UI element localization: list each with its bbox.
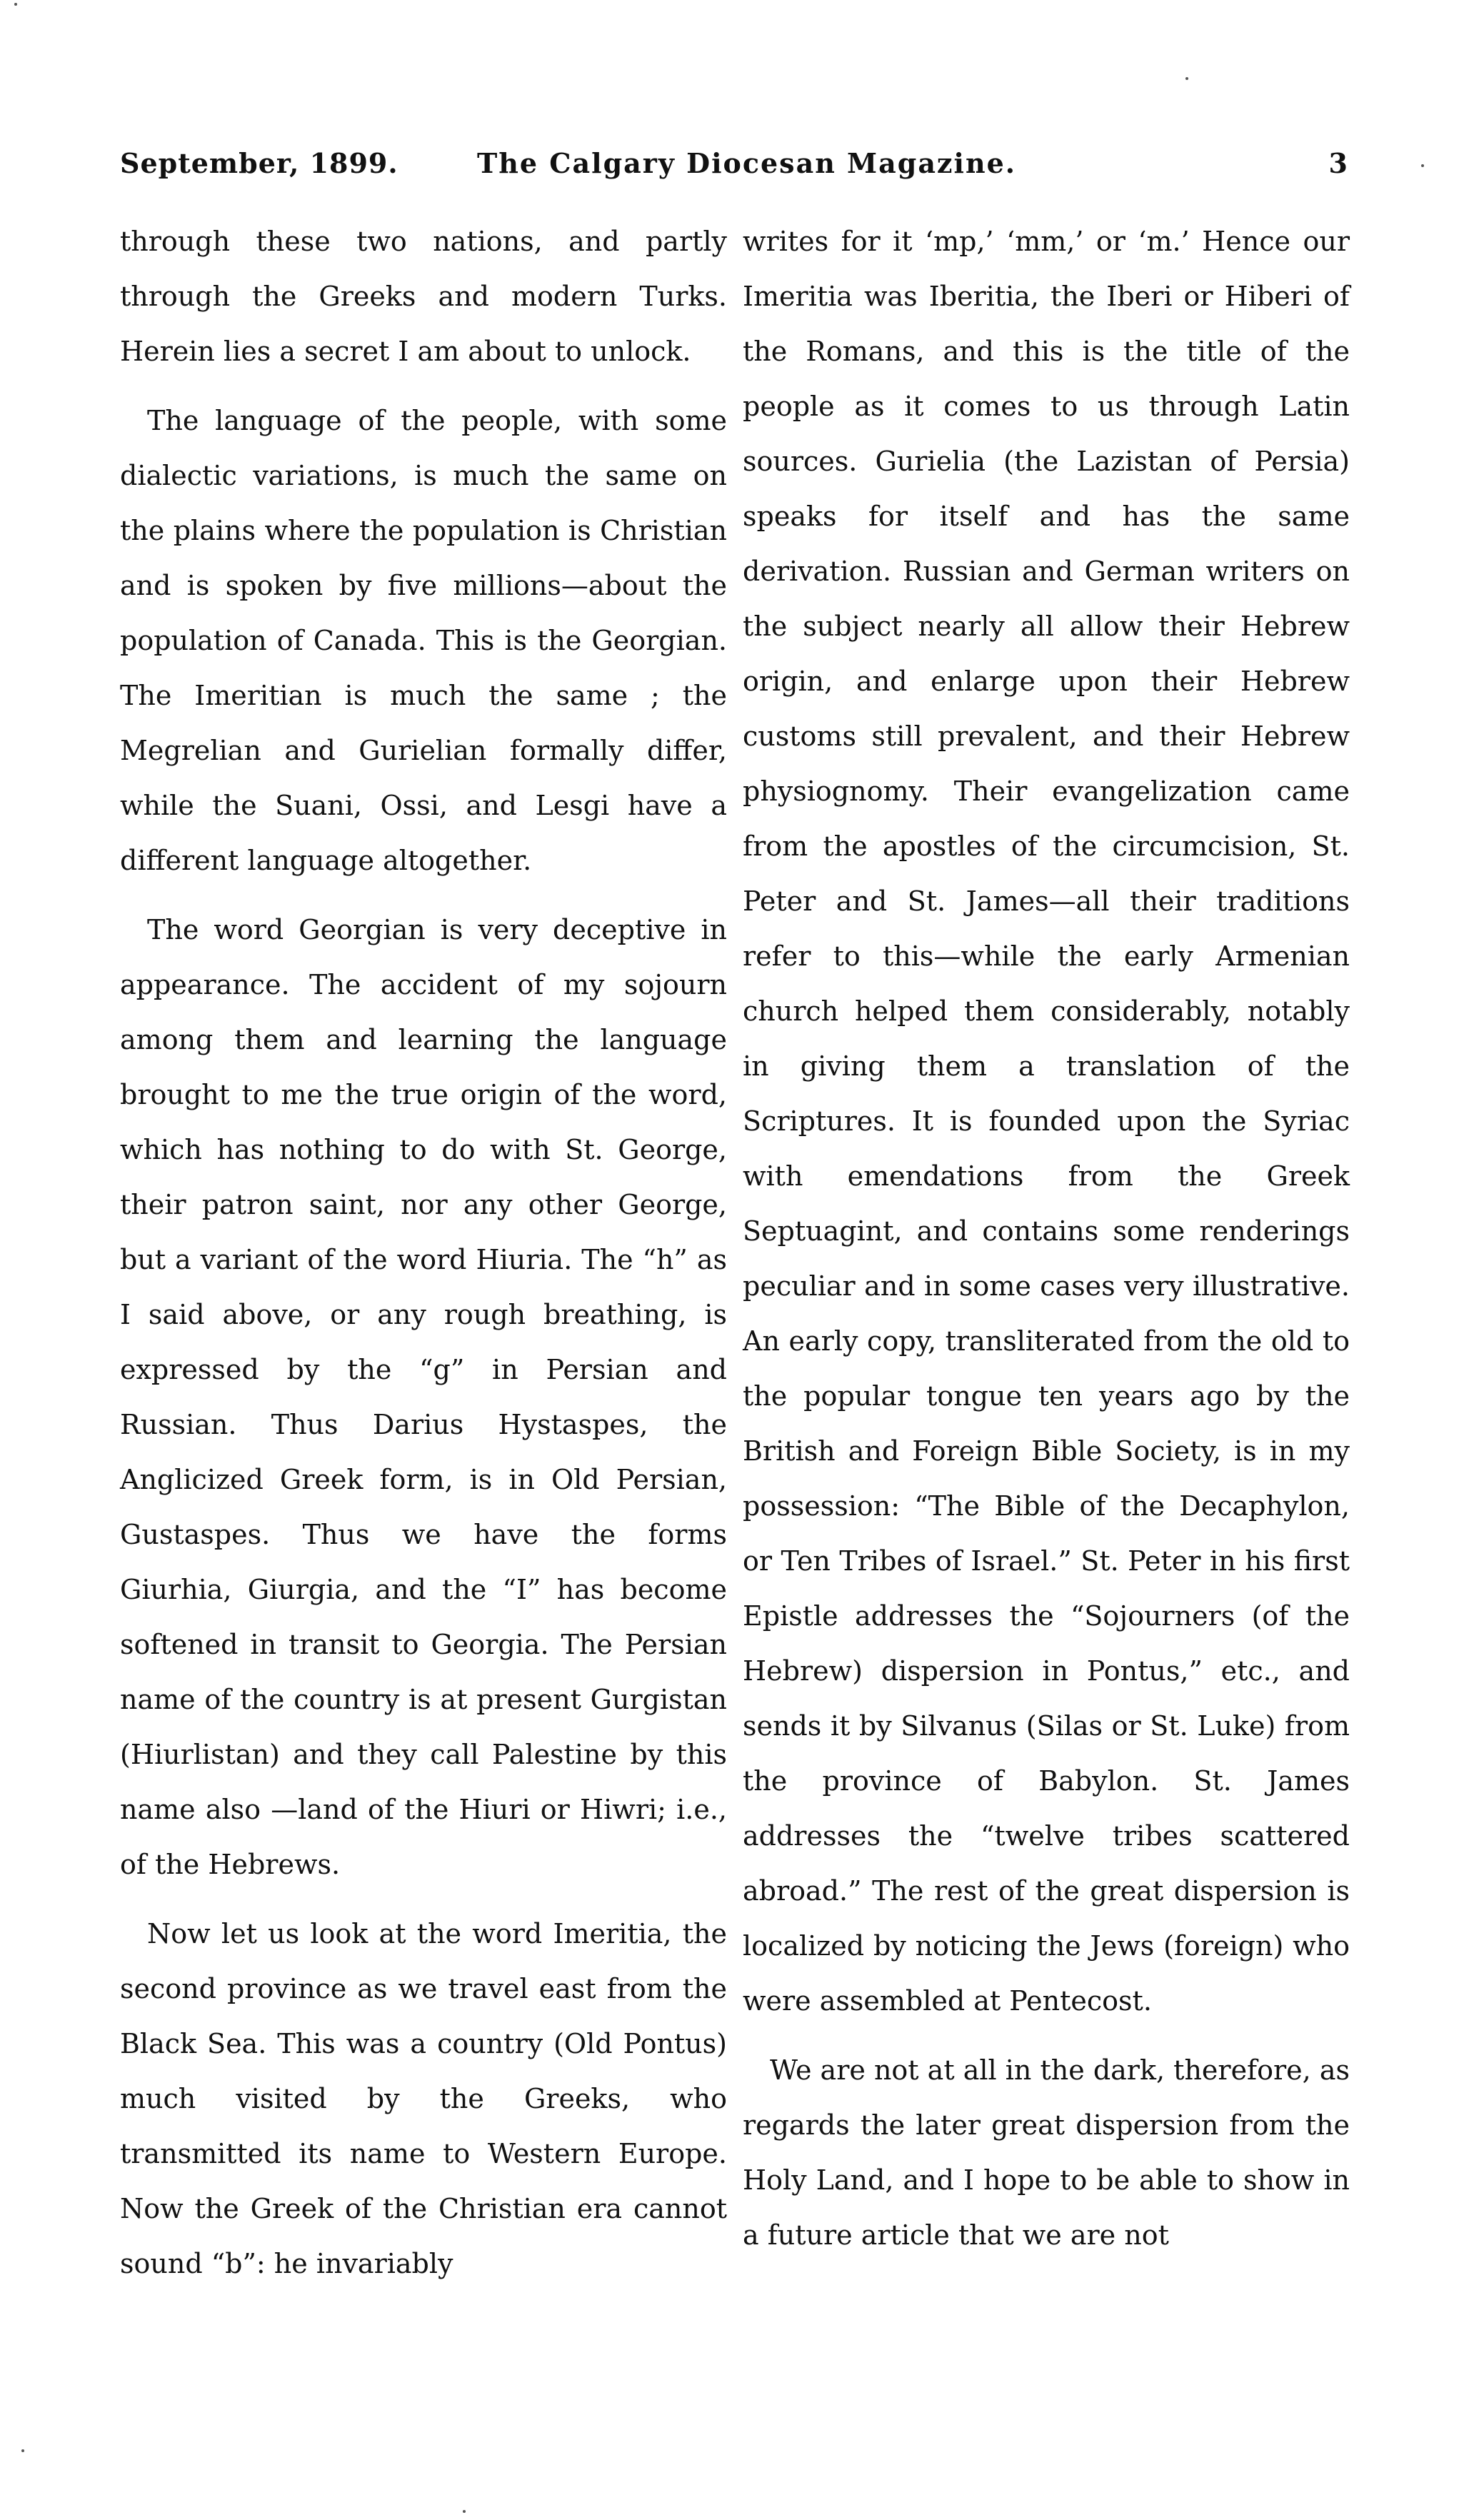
issue-date: September, 1899. <box>120 147 398 179</box>
paragraph: The language of the people, with some dialectic variations, is much the same on the plains where the population is Christian and is spoken by five millions—about the population of Canada. This is the Georgian. The Imeritian is much the same ; the Megrelian and Gurielian formally differ, while the Suani, Ossi, and Lesgi have a different language altogether. <box>120 405 727 876</box>
left-column <box>120 214 727 2306</box>
scan-speck <box>14 3 17 6</box>
magazine-title: The Calgary Diocesan Magazine. <box>477 147 1016 179</box>
paragraph: The word Georgian is very deceptive in appearance. The accident of my sojourn among them and learning the language brought to me the true origin of the word, which has nothing to do with St. George, their patron saint, nor any other George, but a variant of the word Hiuria. The “h” as I said above, or any rough breathing, is expressed by the “g” in Persian and Russian. Thus Darius Hystaspes, the Anglicized Greek form, is in Old Persian, Gustaspes. Thus we have the forms Giurhia, Giurgia, and the “I” has become softened in transit to Georgia. The Persian name of the country is at present Gurgistan (Hiurlistan) and they call Palestine by this name also —land of the Hiuri or Hiwri; i.e., of the Hebrews. <box>120 914 727 1880</box>
paragraph: writes for it ‘mp,’ ‘mm,’ or ‘m.’ Hence our Imeritia was Iberitia, the Iberi or Hiberi of the Romans, and this is the title of the people as it comes to us through Latin sources. Gurielia (the Lazistan of Persia) speaks for itself and has the same derivation. Russian and German writers on the subject nearly all allow their Hebrew origin, and enlarge upon their Hebrew customs still prevalent, and their Hebrew physiognomy. Their evangelization came from the apostles of the circumcision, St. Peter and St. James—all their traditions refer to this—while the early Armenian church helped them considerably, notably in giving them a translation of the Scriptures. It is founded upon the Syriac with emendations from the Greek Septuagint, and contains some renderings peculiar and in some cases very illustrative. An early copy, transliterated from the old to the popular tongue ten years ago by the British and Foreign Bible Society, is in my possession: “The Bible of the Decaphylon, or Ten Tribes of Israel.” St. Peter in his first Epistle addresses the “Sojourners (of the Hebrew) dispersion in Pontus,” etc., and sends it by Silvanus (Silas or St. Luke) from the province of Babylon. St. James addresses the “twelve tribes scattered abroad.” The rest of the great dispersion is localized by noticing the Jews (foreign) who were assembled at Pentecost. <box>743 226 1350 2017</box>
running-header <box>120 140 1363 190</box>
scan-speck <box>21 2449 24 2452</box>
paragraph: through these two nations, and partly through the Greeks and modern Turks. Herein lies a secret I am about to unlock. <box>120 226 727 367</box>
paragraph: We are not at all in the dark, therefore, as regards the later great dispersion from the Holy Land, and I hope to be able to show in a future article that we are not <box>743 2054 1350 2251</box>
page-number: 3 <box>1328 147 1348 179</box>
paragraph: Now let us look at the word Imeritia, the second province as we travel east from the Black Sea. This was a country (Old Pontus) much visited by the Greeks, who transmitted its name to Western Europe. Now the Greek of the Christian era cannot sound “b”: he invariably <box>120 1918 727 2279</box>
right-column <box>743 214 1350 2277</box>
scan-speck <box>463 2510 466 2513</box>
scan-speck <box>1421 164 1424 167</box>
scan-speck <box>1185 77 1188 80</box>
